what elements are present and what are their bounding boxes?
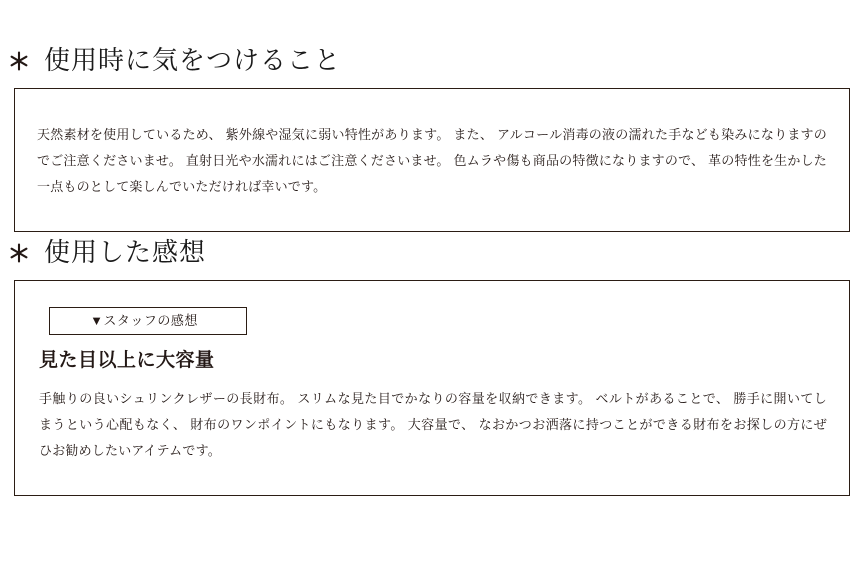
impression-body-text: 手触りの良いシュリンクレザーの長財布。 スリムな見た目でかなりの容量を収納できます。 ベルトがあることで、 勝手に開いてしまうという心配もなく、 財布のワンポイントにもなります。 大容量で、 なおかつお洒落に持つことができる財布をお探しの方にぜひお勧めしたいアイテムです。 <box>39 390 827 458</box>
review-text-box <box>14 280 850 496</box>
asterisk-star-icon <box>8 242 30 264</box>
care-body-text: 天然素材を使用しているため、 紫外線や湿気に弱い特性があります。 また、 アルコール消毒の液の濡れた手なども染みになりますのでご注意くださいませ。 直射日光や水濡れにはご注意くださいませ。 色ムラや傷も商品の特徴になりますので、 革の特性を生かした一点ものとして楽しんでいただければ幸いです。 <box>37 127 827 194</box>
asterisk-star-icon <box>8 50 30 72</box>
staff-label-wrapper <box>49 307 827 335</box>
section-care-instructions <box>0 48 864 232</box>
review-heading-label: 使用した感想 <box>44 238 207 267</box>
care-heading <box>0 48 864 74</box>
care-heading-label: 使用時に気をつけること <box>44 46 342 75</box>
review-heading <box>0 240 864 266</box>
care-text-box <box>14 88 850 232</box>
staff-impression-badge: ▼スタッフの感想 <box>49 307 247 335</box>
section-usage-review <box>0 240 864 496</box>
impression-title: 見た目以上に大容量 <box>39 349 215 371</box>
